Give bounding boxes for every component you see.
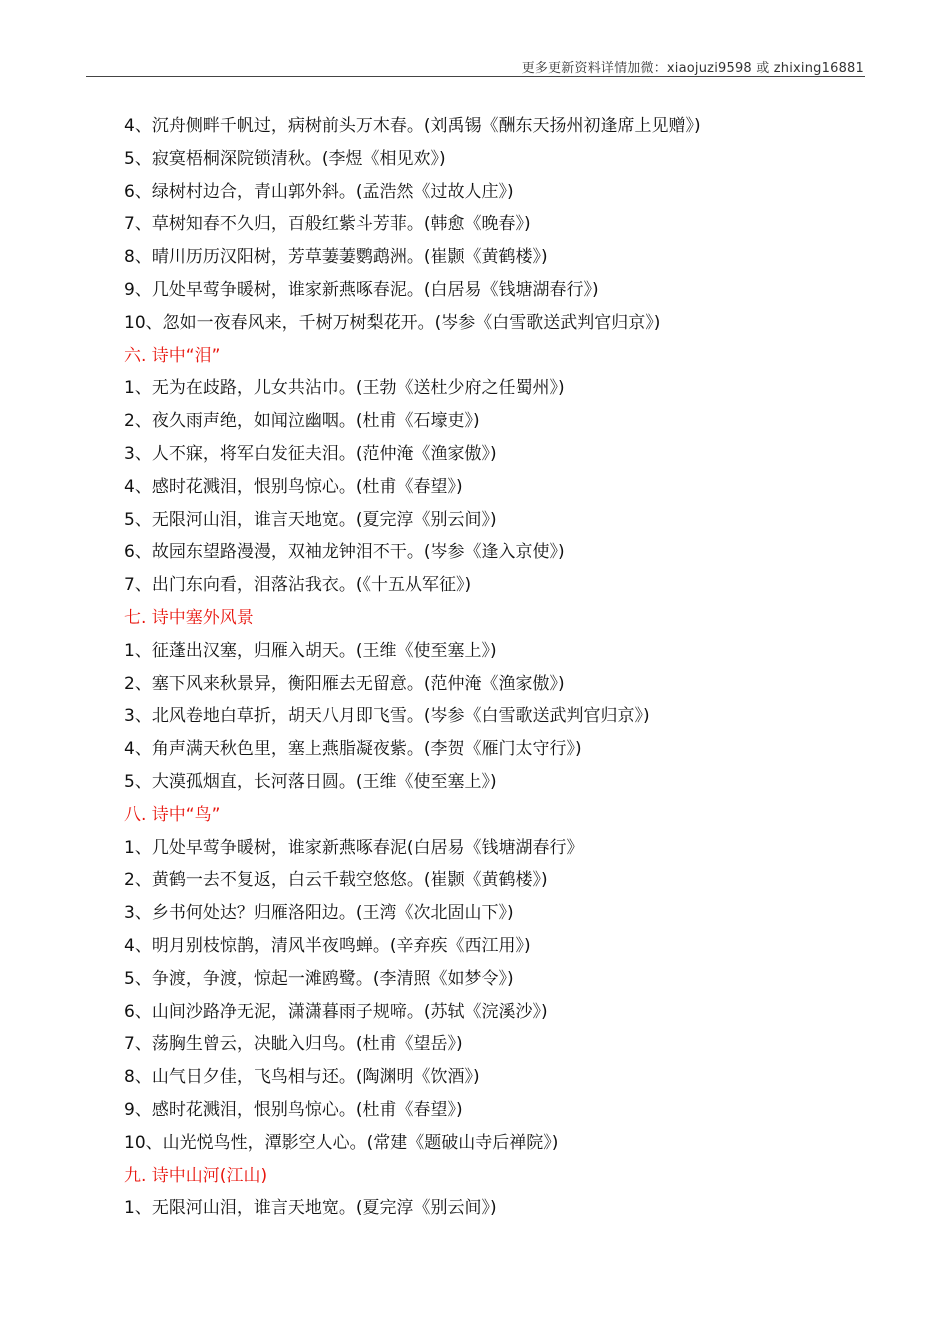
poem-line: 3、北风卷地白草折，胡天八月即飞雪。(岑参《白雪歌送武判官归京》): [124, 706, 650, 727]
poem-line: 1、无限河山泪，谁言天地宽。(夏完淳《别云间》): [124, 1198, 497, 1219]
poem-line: 4、感时花溅泪，恨别鸟惊心。(杜甫《春望》): [124, 476, 463, 497]
poem-line: 2、夜久雨声绝，如闻泣幽咽。(杜甫《石壕吏》): [124, 411, 480, 432]
section-heading: 七. 诗中塞外风景: [124, 607, 254, 628]
poem-line: 1、几处早莺争暖树，谁家新燕啄春泥(白居易《钱塘湖春行》: [124, 837, 584, 858]
poem-line: 5、争渡，争渡，惊起一滩鸥鹭。(李清照《如梦令》): [124, 968, 514, 989]
page-header-text: 更多更新资料详情加微：xiaojuzi9598 或 zhixing16881: [521, 61, 864, 76]
poem-line: 10、山光悦鸟性，潭影空人心。(常建《题破山寺后禅院》): [124, 1132, 559, 1153]
section-heading: 八. 诗中“鸟”: [124, 804, 221, 825]
poem-line: 3、人不寐，将军白发征夫泪。(范仲淹《渔家傲》): [124, 443, 497, 464]
header-divider: [86, 76, 865, 77]
poem-line: 1、无为在歧路，儿女共沾巾。(王勃《送杜少府之任蜀州》): [124, 378, 565, 399]
poem-line: 2、塞下风来秋景异，衡阳雁去无留意。(范仲淹《渔家傲》): [124, 673, 565, 694]
section-heading: 六. 诗中“泪”: [124, 345, 221, 366]
poem-line: 4、角声满天秋色里，塞上燕脂凝夜紫。(李贺《雁门太守行》): [124, 739, 582, 760]
poem-line: 4、明月别枝惊鹊，清风半夜鸣蝉。(辛弃疾《西江用》): [124, 935, 531, 956]
poem-line: 9、几处早莺争暖树，谁家新燕啄春泥。(白居易《钱塘湖春行》): [124, 279, 599, 300]
poem-line: 10、忽如一夜春风来，千树万树梨花开。(岑参《白雪歌送武判官归京》): [124, 312, 661, 333]
poem-line: 6、山间沙路净无泥，潇潇暮雨子规啼。(苏轼《浣溪沙》): [124, 1001, 548, 1022]
poem-line: 8、晴川历历汉阳树，芳草萋萋鹦鹉洲。(崔颢《黄鹤楼》): [124, 247, 548, 268]
poem-line: 9、感时花溅泪，恨别鸟惊心。(杜甫《春望》): [124, 1099, 463, 1120]
poem-line: 1、征蓬出汉塞，归雁入胡天。(王维《使至塞上》): [124, 640, 497, 661]
poem-line: 6、绿树村边合，青山郭外斜。(孟浩然《过故人庄》): [124, 181, 514, 202]
poem-line: 5、无限河山泪，谁言天地宽。(夏完淳《别云间》): [124, 509, 497, 530]
document-body: [124, 110, 884, 1225]
poem-line: 3、乡书何处达？归雁洛阳边。(王湾《次北固山下》): [124, 903, 514, 924]
poem-line: 5、寂寞梧桐深院锁清秋。(李煜《相见欢》): [124, 148, 446, 169]
poem-line: 7、荡胸生曾云，决眦入归鸟。(杜甫《望岳》): [124, 1034, 463, 1055]
poem-line: 7、出门东向看，泪落沾我衣。(《十五从军征》): [124, 575, 472, 596]
poem-line: 2、黄鹤一去不复返，白云千载空悠悠。(崔颢《黄鹤楼》): [124, 870, 548, 891]
poem-line: 6、故园东望路漫漫，双袖龙钟泪不干。(岑参《逢入京使》): [124, 542, 565, 563]
poem-line: 4、沉舟侧畔千帆过，病树前头万木春。(刘禹锡《酬东天扬州初逢席上见赠》): [124, 116, 701, 136]
poem-line: 8、山气日夕佳，飞鸟相与还。(陶渊明《饮酒》): [124, 1067, 480, 1088]
section-heading: 九. 诗中山河(江山): [124, 1165, 268, 1186]
poem-line: 5、大漠孤烟直，长河落日圆。(王维《使至塞上》): [124, 771, 497, 792]
poem-line: 7、草树知春不久归，百般红紫斗芳菲。(韩愈《晚春》): [124, 214, 531, 235]
